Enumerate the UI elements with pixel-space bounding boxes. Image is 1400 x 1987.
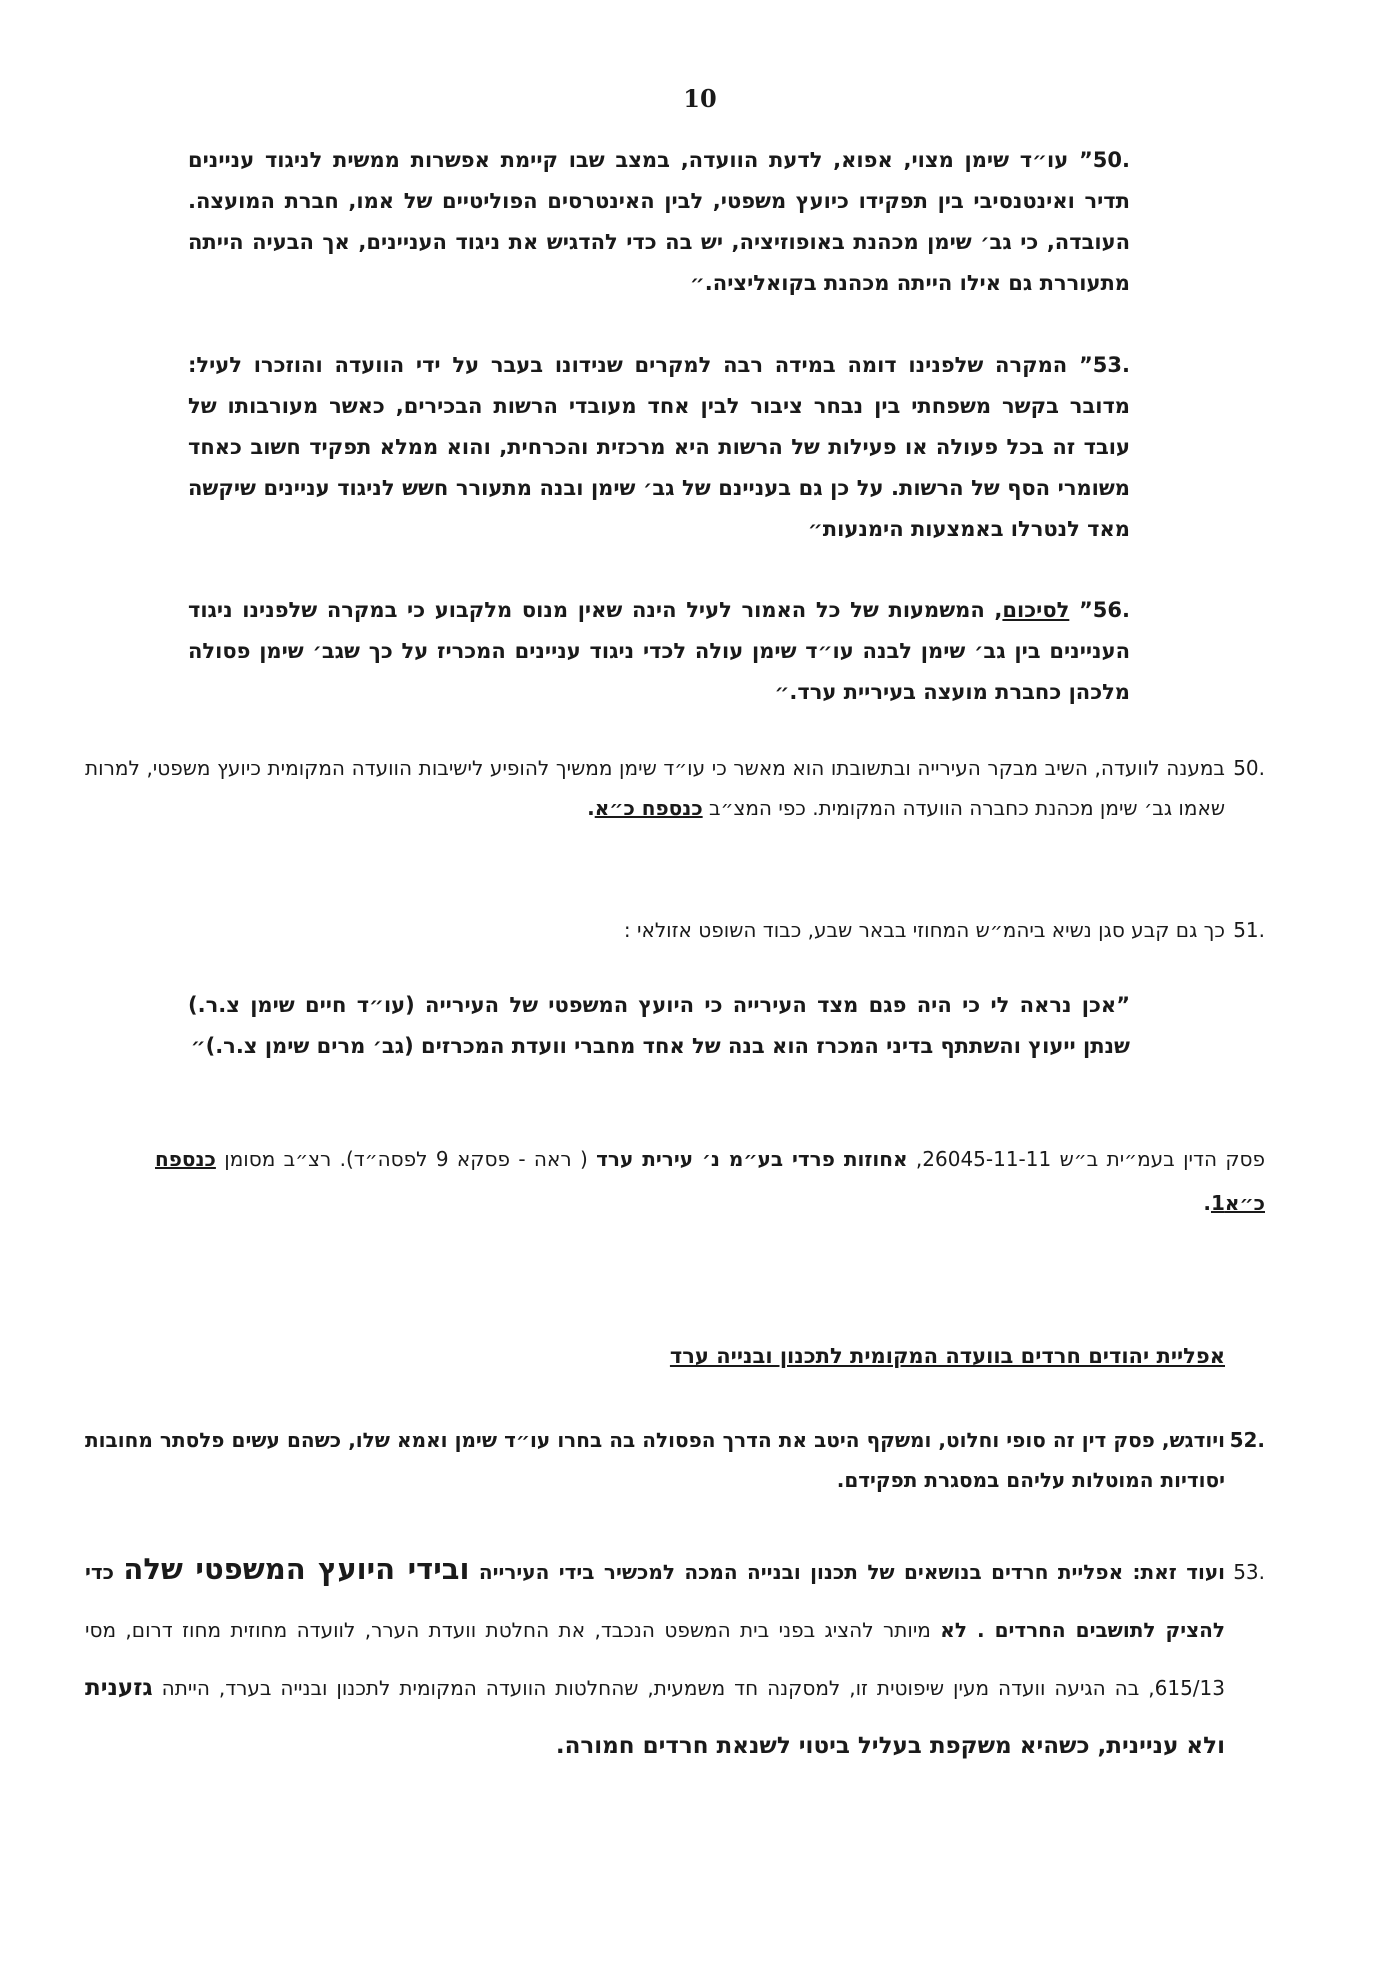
court-quote xyxy=(188,985,1130,1067)
emphasis-legal-advisor: ובידי היועץ המשפטי שלה xyxy=(123,1552,470,1586)
quote-number: ”53. xyxy=(1078,353,1130,377)
emphasis-racist: גזענית ולא עניינית xyxy=(85,1675,1225,1759)
quote-text: , המשמעות של כל האמור לעיל הינה שאין מנוס מלקבוע כי במקרה שלפנינו ניגוד העניינים בין גב׳ שימן לבנה עו״ד שימן עולה לכדי ניגוד עניינים המכריז על כך שגב׳ שימן פסולה מלכהן כחברת מועצה בעיריית ערד.״ xyxy=(188,598,1130,704)
quote-paragraph-56 xyxy=(188,590,1130,713)
paragraph-53: 53.ועוד זאת: אפליית חרדים בנושאים של תכנון ובנייה המכה למכשיר בידי העירייה ובידי היועץ המשפטי שלה כדי להציק לתושבים החרדים . לא מיותר להציג בפני בית המשפט הנכבד, את החלטת וועדת הערר, לוועדה מחוזית מחוז דרום, מסי 615/13, בה הגיעה וועדה מעין שיפוטית זו, למסקנה חד משמעית, שהחלטות הוועדה המקומית לתכנון ובנייה בערד, הייתה גזענית ולא עניינית, כשהיא משקפת בעליל ביטוי לשנאת חרדים חמורה. xyxy=(85,1540,1265,1775)
quote-text: ”אכן נראה לי כי היה פגם מצד העירייה כי היועץ המשפטי של העירייה (עו״ד חיים שימן צ.ר.) שנתן ייעוץ והשתתף בדיני המכרז הוא בנה של אחד מחברי וועדת המכרזים (גב׳ מרים שימן צ.ר.)״ xyxy=(188,993,1130,1058)
paragraph-number: 51. xyxy=(1233,918,1265,942)
paragraph-number: 50. xyxy=(1233,756,1265,780)
quote-text: המקרה שלפנינו דומה במידה רבה למקרים שנידונו בעבר על ידי הוועדה והוזכרו לעיל: מדובר בקשר משפחתי בין נבחר ציבור לבין אחד מעובדי הרשות הבכירים, כאשר מעורבותו של עובד זה בכל פעולה או פעילות של הרשות היא מרכזית והכרחית, והוא ממלא תפקיד חשוב כאחד משומרי הסף של הרשות. על כן גם בעניינם של גב׳ שימן ובנה מתעורר חשש לניגוד עניינים שיקשה מאד לנטרלו באמצעות הימנעות״ xyxy=(188,353,1130,541)
quote-paragraph-50 xyxy=(188,140,1130,304)
paragraph-text: במענה לוועדה, השיב מבקר העירייה ובתשובתו הוא מאשר כי עו״ד שימן ממשיך להופיע לישיבות הוועדה המקומית כיועץ משפטי, למרות שאמו גב׳ שימן מכהנת כחברה הוועדה המקומית. כפי המצ״ב xyxy=(85,756,1225,820)
case-parties: אחוזות פרדי בע״מ נ׳ עירית ערד xyxy=(596,1147,908,1171)
quote-text: עו״ד שימן מצוי, אפוא, לדעת הוועדה, במצב שבו קיימת אפשרות ממשית לניגוד עניינים תדיר ואינטנסיבי בין תפקידו כיועץ משפטי, לבין האינטרסים הפוליטיים של אמו, חברת המועצה. העובדה, כי גב׳ שימן מכהנת באופוזיציה, יש בה כדי להדגיש את ניגוד העניינים, אך הבעיה הייתה מתעוררת גם אילו הייתה מכהנת בקואליציה.״ xyxy=(188,148,1130,295)
quote-paragraph-53 xyxy=(188,345,1130,550)
paragraph-text: כך גם קבע סגן נשיא ביהמ״ש המחוזי בבאר שבע, כבוד השופט אזולאי : xyxy=(623,918,1225,942)
paragraph-52 xyxy=(85,1420,1265,1500)
quote-number: ”56. xyxy=(1079,598,1131,622)
paragraph-51 xyxy=(85,910,1265,950)
summary-label: לסיכום xyxy=(1002,598,1070,622)
case-citation: פסק הדין בעמ״ית ב״ש 26045-11-11, אחוזות פרדי בע״מ נ׳ עירית ערד ( ראה - פסקא 9 לפסה״ד). רצ״ב מסומן כנספח כ״א1. xyxy=(155,1137,1265,1225)
paragraph-50: 50.במענה לוועדה, השיב מבקר העירייה ובתשובתו הוא מאשר כי עו״ד שימן ממשיך להופיע לישיבות הוועדה המקומית כיועץ משפטי, למרות שאמו גב׳ שימן מכהנת כחברה הוועדה המקומית. כפי המצ״ב כנספח כ״א. xyxy=(85,748,1265,828)
annex-reference: כנספח כ״א xyxy=(594,796,703,820)
page-number: 10 xyxy=(683,84,717,113)
paragraph-text: ויודגש, פסק דין זה סופי וחלוט, ומשקף היטב את הדרך הפסולה בה בחרו עו״ד שימן ואמא שלו, כשהם עשים פלסתר מחובות יסודיות המוטלות עליהם במסגרת תפקידם. xyxy=(85,1428,1225,1492)
case-number: 26045-11-11 xyxy=(922,1147,1052,1171)
paragraph-number: 53. xyxy=(1233,1560,1266,1584)
annex-reference: כנספח כ״א1 xyxy=(155,1147,1265,1215)
quote-number: ”50. xyxy=(1079,148,1131,172)
section-heading: אפליית יהודים חרדים בוועדה המקומית לתכנון ובנייה ערד xyxy=(669,1344,1225,1368)
paragraph-number: 52. xyxy=(1229,1428,1265,1452)
